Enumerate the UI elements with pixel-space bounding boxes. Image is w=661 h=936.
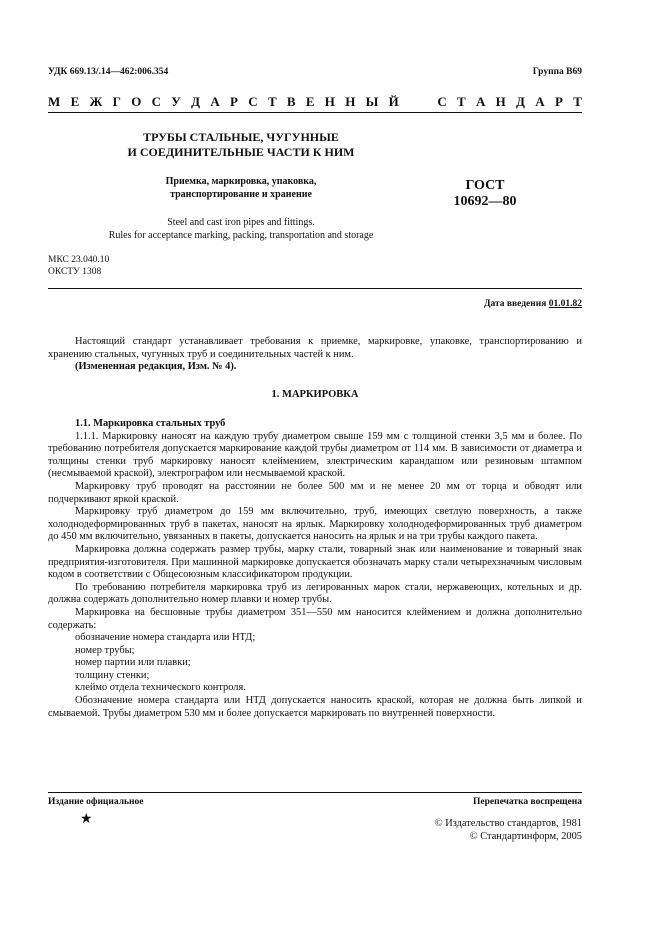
banner-letter: Е — [70, 94, 80, 109]
english-title — [48, 216, 434, 242]
intro-text — [48, 336, 582, 374]
list-item: номер трубы; — [75, 644, 135, 656]
gost-number: 10692—80 — [453, 194, 517, 209]
banner-letter: Н — [324, 94, 335, 109]
banner-letter: О — [131, 94, 142, 109]
reprint-prohibited: Перепечатка воспрещена — [472, 797, 582, 807]
amendment-note: (Измененная редакция, Изм. № 4). — [75, 361, 237, 373]
header-rule — [48, 112, 582, 113]
banner-letter: Г — [112, 94, 121, 109]
intro-paragraph: Настоящий стандарт устанавливает требования к приемке, маркировке, упаковке, транспортированию и хранению стальных, чугунных труб и соединительных частей к ним. — [48, 336, 582, 360]
banner-letter: Р — [554, 94, 563, 109]
subtitle-line-2: транспортирование и хранение — [170, 189, 312, 200]
banner-letter: Р — [230, 94, 238, 109]
list-item: номер партии или плавки; — [75, 657, 191, 669]
list-item: обозначение номера стандарта или НТД; — [75, 632, 256, 644]
banner-letter: В — [286, 94, 296, 109]
list-item: клеймо отдела технического контроля. — [75, 682, 246, 694]
official-edition: Издание официальное — [48, 797, 144, 807]
okstu-code: ОКСТУ 1308 — [48, 267, 102, 277]
effective-date — [484, 299, 582, 309]
title-line-1: ТРУБЫ СТАЛЬНЫЕ, ЧУГУННЫЕ — [143, 130, 339, 144]
document-title — [48, 130, 434, 160]
banner-letter: А — [210, 94, 220, 109]
subsection-heading: 1.1. Маркировка стальных труб — [75, 418, 226, 429]
copyright-line-1: © Издательство стандартов, 1981 — [434, 818, 582, 829]
group-code: Группа В69 — [532, 67, 582, 77]
banner-letter: Т — [573, 94, 582, 109]
banner-letter: У — [171, 94, 181, 109]
banner-letter: С — [248, 94, 258, 109]
paragraph: Маркировку труб проводят на расстоянии не более 500 мм и не менее 20 мм от торца и обводят или подчеркивают яркой краской. — [48, 480, 582, 505]
banner-letter: Ы — [365, 94, 379, 109]
banner-letter: Д — [191, 94, 201, 109]
banner-letter: Й — [388, 94, 399, 109]
banner-letter: Н — [495, 94, 506, 109]
star-icon: ★ — [80, 812, 93, 827]
banner-letter: С — [151, 94, 162, 109]
paragraph: Маркировка на бесшовные трубы диаметром 351—550 мм наносится клеймением и должна дополнительно содержать: — [48, 606, 582, 631]
section-heading: 1. МАРКИРОВКА — [271, 389, 359, 400]
effective-date-value: 01.01.82 — [548, 299, 582, 309]
copyright — [435, 817, 582, 843]
banner-letter: Т — [267, 94, 277, 109]
mks-code: МКС 23.040.10 — [48, 255, 110, 265]
title-line-2: И СОЕДИНИТЕЛЬНЫЕ ЧАСТИ К НИМ — [127, 145, 355, 159]
udk-code: УДК 669.13/.14—462:006.354 — [48, 67, 169, 77]
banner-letter — [409, 94, 427, 110]
copyright-line-2: © Стандартинформ, 2005 — [469, 831, 582, 842]
paragraph: 1.1.1. Маркировку наносят на каждую трубу диаметром свыше 159 мм с толщиной стенки 3,5 мм и более. По требованию потребителя допускается маркирование каждой трубы диаметром от 114 мм. В зависимости от диаметра и толщины стенки труб маркировку наносят клеймением, электрическим карандашом или резиновым штампом (несмываемой краской), электрографом или несмываемой краской. — [48, 430, 582, 480]
banner-letter: М — [48, 94, 61, 109]
date-rule — [48, 288, 582, 289]
english-title-line-1: Steel and cast iron pipes and fittings. — [167, 217, 315, 228]
paragraph: Обозначение номера стандарта или НТД допускается наносить краской, которая не должна быть липкой и смываемой. Трубы диаметром 530 мм и более допускается маркировать по внутренней поверхности. — [48, 695, 582, 719]
gost-label: ГОСТ — [465, 178, 505, 193]
banner-letter: Ж — [89, 94, 103, 109]
effective-date-label: Дата введения — [483, 299, 547, 309]
banner-letter: А — [475, 94, 486, 109]
paragraph: Маркировку труб диаметром до 159 мм включительно, труб, имеющих светлую поверхность, а также холоднодеформированных труб в пакетах, наносят на ярлык. Маркировку холоднодеформированных труб диаметром до 450 мм включительно, увязанных в пакеты, допускается наносить на ярлык и на три трубы каждого пакета. — [48, 506, 582, 543]
banner-letter: Д — [516, 94, 525, 109]
list-item: толщину стенки; — [75, 669, 150, 681]
interstate-standard-banner — [48, 94, 582, 110]
banner-letter: Т — [457, 94, 466, 109]
paragraph: По требованию потребителя маркировка труб из легированных марок стали, нержавеющих, котельных и др. должна содержать дополнительно номер плавки и номер трубы. — [48, 581, 582, 606]
banner-letter: С — [437, 94, 447, 109]
classifier-codes — [48, 254, 109, 278]
english-title-line-2: Rules for acceptance marking, packing, transportation and storage — [108, 230, 374, 241]
document-subtitle — [48, 175, 434, 201]
banner-letter: Е — [305, 94, 315, 109]
paragraph: Маркировка должна содержать размер трубы, марку стали, товарный знак или наименование и товарный знак предприятия-изготовителя. При машинной маркировке допускается обозначать марку стали четырехзначным числовым кодом в соответствии с Общесоюзным классификатором продукции. — [48, 543, 582, 581]
banner-letter: А — [535, 94, 545, 109]
section-body — [48, 418, 582, 720]
banner-letter: Н — [345, 94, 356, 109]
subtitle-line-1: Приемка, маркировка, упаковка, — [165, 176, 317, 187]
footer-rule — [48, 792, 582, 793]
gost-designation — [430, 178, 540, 210]
